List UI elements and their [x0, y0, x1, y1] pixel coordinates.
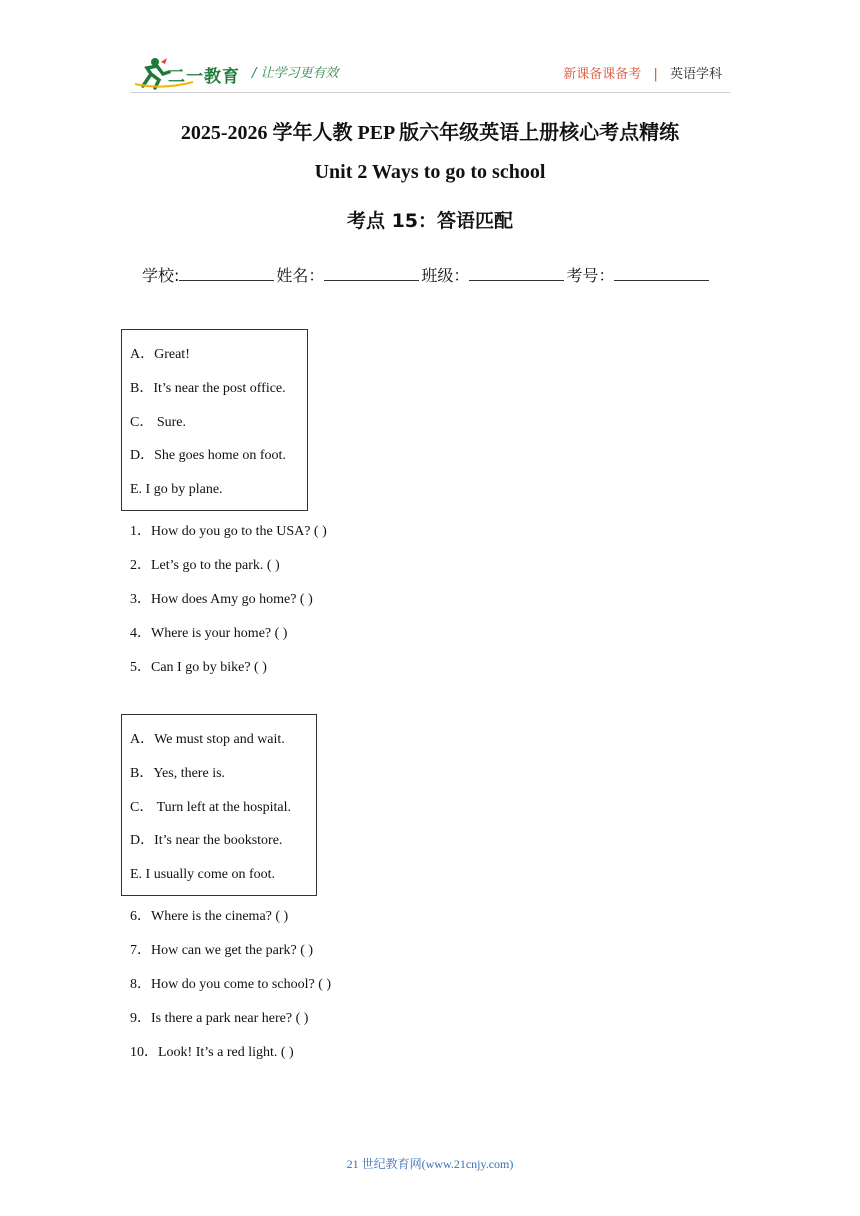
header-rule: [130, 92, 730, 93]
option-item: A．Great!: [130, 347, 190, 362]
page-footer: 21 世纪教育网(www.21cnjy.com): [346, 1157, 514, 1171]
doc-title: 2025-2026 学年人教 PEP 版六年级英语上册核心考点精练: [180, 122, 680, 144]
question-item: 7．How can we get the park? ( ): [130, 943, 314, 958]
option-item: B．Yes, there is.: [130, 765, 226, 781]
option-item: A．We must stop and wait.: [130, 732, 285, 747]
question-item: 3．How does Amy go home? ( ): [130, 592, 313, 607]
number-blank[interactable]: [614, 266, 709, 281]
name-blank[interactable]: [324, 266, 419, 281]
question-item: 8．How do you come to school? ( ): [130, 977, 332, 992]
header-right: [563, 63, 722, 82]
student-info-line: [142, 263, 711, 286]
unit-title: Unit 2 Ways to go to school: [314, 161, 546, 183]
option-item: D．She goes home on foot.: [130, 448, 286, 464]
option-item: E. I go by plane.: [130, 482, 223, 498]
school-label: 学校:: [142, 266, 180, 285]
option-item: C． Sure.: [130, 414, 186, 430]
logo-text: 二一教育: [168, 67, 240, 87]
header-divider: |: [653, 67, 658, 82]
class-label: 班级：: [421, 266, 470, 285]
question-item: 9．Is there a park near here? ( ): [130, 1011, 309, 1026]
header-slogan: / 让学习更有效: [252, 66, 339, 81]
name-label: 姓名：: [276, 266, 325, 285]
option-item: D．It’s near the bookstore.: [130, 833, 283, 849]
number-label: 考号：: [566, 266, 615, 285]
options-box-2: [121, 714, 317, 896]
question-item: 10．Look! It’s a red light. ( ): [130, 1045, 294, 1060]
header-course-label: 新课备课备考: [563, 67, 642, 82]
topic-title: 考点 15：答语匹配: [346, 210, 514, 232]
question-item: 4．Where is your home? ( ): [130, 626, 288, 641]
school-blank[interactable]: [179, 266, 274, 281]
question-item: 2．Let’s go to the park. ( ): [130, 558, 280, 573]
question-item: 6．Where is the cinema? ( ): [130, 909, 289, 924]
class-blank[interactable]: [469, 266, 564, 281]
option-item: B．It’s near the post office.: [130, 380, 286, 396]
header-subject-label: 英语学科: [669, 67, 722, 82]
page-header: [0, 0, 860, 100]
option-item: E. I usually come on foot.: [130, 867, 276, 883]
question-item: 5．Can I go by bike? ( ): [130, 660, 267, 675]
question-item: 1．How do you go to the USA? ( ): [130, 524, 327, 539]
options-box-1: [121, 329, 308, 511]
option-item: C． Turn left at the hospital.: [130, 799, 291, 815]
